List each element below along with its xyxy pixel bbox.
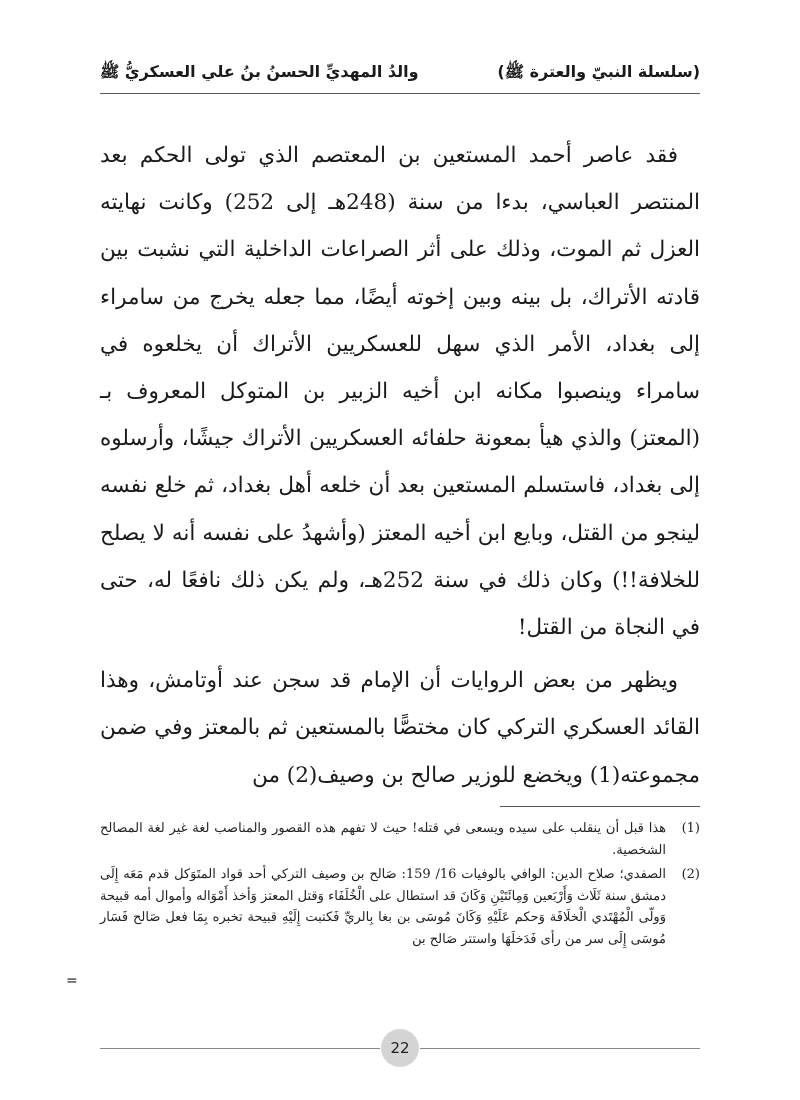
footnotes <box>100 818 700 953</box>
footnote-number: (1) <box>681 821 700 836</box>
footnote-text: هذا قبل أن ينقلب على سيده ويسعى في قتله! حيث لا تفهم هذه القصور والمناصب لغة غير لغة المصالح الشخصية. <box>100 821 666 858</box>
page-number <box>381 1029 419 1067</box>
body-paragraph: ويظهر من بعض الروايات أن الإمام قد سجن عند أوتامش، وهذا القائد العسكري التركي كان مختصًّا بالمستعين ثم بالمعتز وفي ضمن مجموعته(1) ويخضع للوزير صالح بن وصيف(2) من <box>100 668 700 788</box>
footnote-item <box>100 818 700 861</box>
footnote-divider <box>500 806 700 807</box>
footnote-number: (2) <box>681 867 700 882</box>
footer-rule-left <box>100 1048 380 1049</box>
page-number-label: 22 <box>390 1039 410 1057</box>
running-header <box>100 58 700 88</box>
header-series-title: (سلسلة النبيّ والعترة ﷺ) <box>497 61 700 81</box>
header-divider <box>100 93 700 94</box>
continuation-mark: = <box>66 973 78 989</box>
footnote-text: الصفدي؛ صلاح الدين: الوافي بالوفيات 16/ 159: صَالح بن وصيف التركي أحد قواد المتَوَكل قدم مَعَه إِلَى دمشق سنة ثَلَاث وَأَرْبَعين وَمِائَتَيْنِ وَكَانَ قد استطال على الْخُلَفَاء وَقتل المعتز وَأخذ أَمْوَاله وأموال أمه قبيحة وَولّى الْمُهْتَدي الْخلَافَة وَحكم عَلَيْهِ وَكَانَ مُوسَى بن بغا بِالريِّ فَكتبت إِلَيْهِ قبيحة تخبره بِمَا فعل صَالح فَسَار مُوسَى إِلَى سر من رأى فَدَخلَهَا واستتر صَالح بن <box>100 867 666 947</box>
footer-rule-right <box>420 1048 700 1049</box>
footnote-item <box>100 864 700 950</box>
main-text <box>100 132 700 799</box>
body-paragraph: فقد عاصر أحمد المستعين بن المعتصم الذي تولى الحكم بعد المنتصر العباسي، بدءا من سنة (248هـ إلى 252) وكانت نهايته العزل ثم الموت، وذلك على أثر الصراعات الداخلية التي نشبت بين قادته الأتراك، بل بينه وبين إخوته أيضًا، مما جعله يخرج من سامراء إلى بغداد، الأمر الذي سهل للعسكريين الأتراك أن يخلعوه في سامراء وينصبوا مكانه ابن أخيه الزبير بن المتوكل المعروف بـ (المعتز) والذي هيأ بمعونة حلفائه العسكريين الأتراك جيشًا، وأرسلوه إلى بغداد، فاستسلم المستعين بعد أن خلعه أهل بغداد، ثم خلع نفسه لينجو من القتل، وبايع ابن أخيه المعتز (وأشهدُ على نفسه أنه لا يصلح للخلافة!!) وكان ذلك في سنة 252هـ، ولم يكن ذلك نافعًا له، حتى في النجاة من القتل! <box>100 143 701 641</box>
header-book-title: والدُ المهديِّ الحسنُ بنُ علي العسكريُّ ﷺ <box>100 61 419 81</box>
